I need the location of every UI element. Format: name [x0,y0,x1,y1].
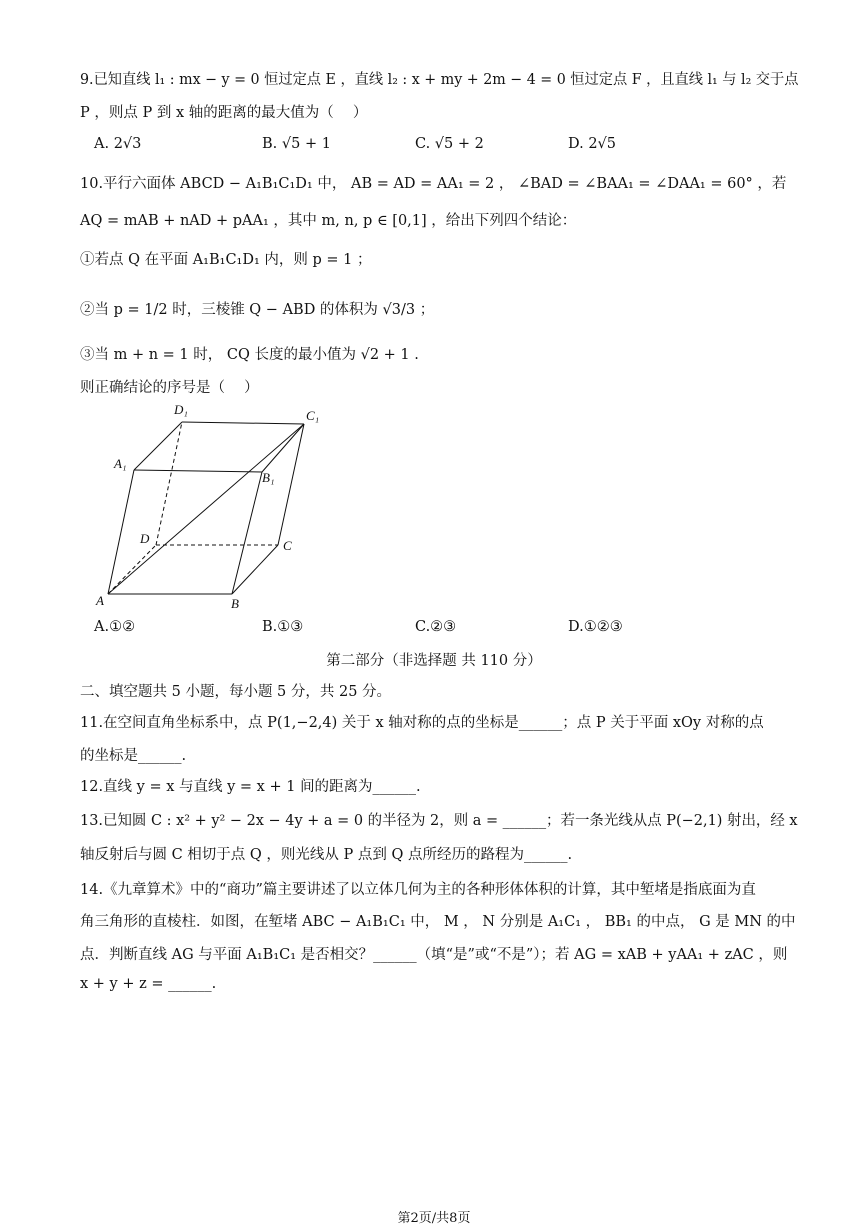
hidden-edge-d-d1 [156,422,182,545]
q10-option-c: C.②③ [415,619,457,635]
q9-option-d: D. 2√5 [568,136,617,152]
edge-b1-c1 [262,424,304,472]
edge-b-c [232,545,278,594]
label-d1: D₁ [174,402,188,417]
q10-line-1: 10.平行六面体 ABCD − A₁B₁C₁D₁ 中， AB = AD = AA₁ = 2 ， ∠BAD = ∠BAA₁ = ∠DAA₁ = 60° ，若 [80,176,787,192]
label-a: A [96,593,104,608]
edge-a1-b1 [134,470,262,472]
q10-option-b: B.①③ [262,619,304,635]
q10-conclusion-1: ①若点 Q 在平面 A₁B₁C₁D₁ 内，则 p = 1 ； [80,252,372,268]
q10-option-a: A.①② [94,619,136,635]
q14-line-2: 角三角形的直棱柱．如图，在堑堵 ABC − A₁B₁C₁ 中， M ， N 分别是 A₁C₁ ， BB₁ 的中点， G 是 MN 的中 [80,914,796,930]
q10-line-2: AQ = mAB + nAD + pAA₁ ，其中 m, n, p ∈ [0,1] ，给出下列四个结论： [80,213,577,229]
q11-line-1: 11.在空间直角坐标系中，点 P(1,−2,4) 关于 x 轴对称的点的坐标是______；点 P 关于平面 xOy 对称的点 [80,715,764,731]
label-b: B [231,596,239,611]
diagonal-a-c1 [108,424,304,594]
q9-option-b: B. √5 + 1 [262,136,331,152]
q9-line-1: 9.已知直线 l₁ : mx − y = 0 恒过定点 E ，直线 l₂ : x + my + 2m − 4 = 0 恒过定点 F ，且直线 l₁ 与 l₂ 交于点 [80,72,799,88]
label-d: D [140,531,150,546]
edge-d1-a1 [134,422,182,470]
q9-option-c: C. √5 + 2 [415,136,484,152]
edge-c-c1 [278,424,304,545]
parallelepiped-figure [92,400,332,612]
q10-prompt: 则正确结论的序号是（ ） [80,380,259,396]
q14-line-4: x + y + z = ______. [80,976,217,992]
edge-c1-d1 [182,422,304,424]
part2-heading: 第二部分（非选择题 共 110 分） [326,653,542,669]
q9-line-2: P ，则点 P 到 x 轴的距离的最大值为（ ） [80,105,368,121]
label-c1: C₁ [306,408,320,423]
q13-line-2: 轴反射后与圆 C 相切于点 Q ，则光线从 P 点到 Q 点所经历的路程为______. [80,847,573,863]
q13-line-1: 13.已知圆 C : x² + y² − 2x − 4y + a = 0 的半径为 2，则 a = ______；若一条光线从点 P(−2,1) 射出，经 x [80,813,798,829]
page-footer: 第2页/共8页 [397,1211,471,1226]
q10-conclusion-2: ②当 p = 1/2 时，三棱锥 Q − ABD 的体积为 √3/3 ； [80,302,435,318]
q14-line-3: 点．判断直线 AG 与平面 A₁B₁C₁ 是否相交？______（填“是”或“不是”）；若 AG = xAB + yAA₁ + zAC ，则 [80,947,788,963]
label-b1: B₁ [262,470,275,485]
q12-line-1: 12.直线 y = x 与直线 y = x + 1 间的距离为______. [80,779,421,795]
label-a1: A₁ [114,456,127,471]
q10-conclusion-3: ③当 m + n = 1 时， CQ 长度的最小值为 √2 + 1 . [80,347,419,363]
label-c: C [283,538,292,553]
q14-line-1: 14.《九章算术》中的“商功”篇主要讲述了以立体几何为主的各种形体体积的计算，其中堑堵是指底面为直 [80,882,756,898]
q9-option-a: A. 2√3 [94,136,142,152]
section2-heading: 二、填空题共 5 小题，每小题 5 分，共 25 分。 [80,684,392,700]
q11-line-2: 的坐标是______. [80,748,187,764]
edge-b-b1 [232,472,262,594]
hidden-edge-a-d [108,545,156,594]
q10-option-d: D.①②③ [568,619,623,635]
